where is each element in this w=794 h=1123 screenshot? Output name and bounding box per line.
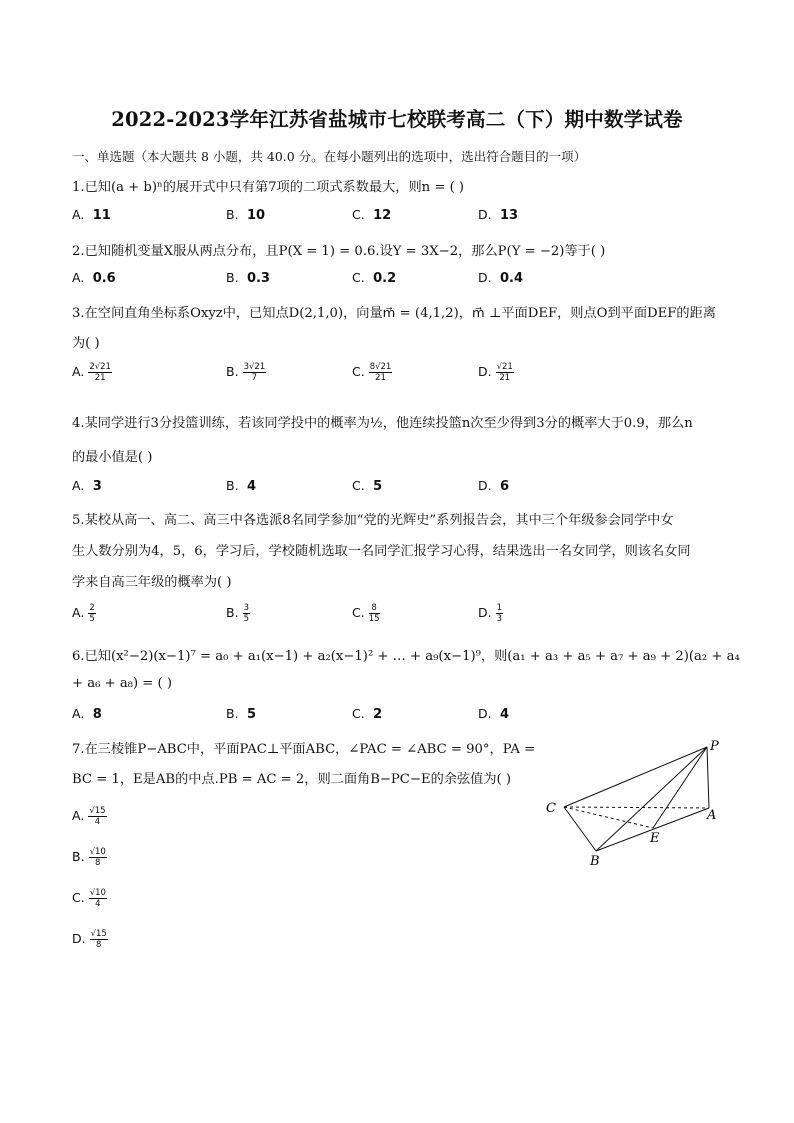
exam-title: 2022-2023学年江苏省盐城市七校联考高二（下）期中数学试卷 — [111, 108, 683, 131]
q1-option-d[interactable] — [478, 207, 518, 223]
option-fraction — [369, 362, 393, 383]
q6-line-1: 6.已知(x²−2)(x−1)⁷ = a₀ + a₁(x−1) + a₂(x−1)² + … + a₉(x−1)⁹，则(a₁ + a₃ + a₅ + a₇ + a₉ + 2)(a₂ + a₄ — [72, 649, 740, 664]
numerator: 3√21 — [243, 362, 266, 372]
option-fraction — [243, 362, 267, 383]
option-label: C. — [352, 605, 365, 620]
option-label: D. — [478, 364, 492, 379]
option-label: C. — [352, 706, 365, 721]
numerator: 8√21 — [369, 362, 392, 372]
q5-option-d[interactable] — [478, 603, 503, 624]
q7-option-a[interactable] — [72, 806, 107, 827]
numerator: √10 — [89, 847, 106, 857]
option-value: 5 — [246, 707, 256, 722]
q3-line-2: 为( ) — [72, 336, 100, 351]
q4-option-b[interactable] — [226, 478, 256, 494]
q1-option-b[interactable] — [226, 207, 265, 223]
q5-line-2: 生人数分别为4，5，6，学习后，学校随机选取一名同学汇报学习心得，结果选出一名女同学，则该名女同 — [72, 544, 691, 559]
option-label: B. — [226, 364, 239, 379]
q4-option-c[interactable] — [352, 478, 382, 494]
numerator: √15 — [90, 929, 107, 939]
label-c: C — [546, 801, 556, 816]
q7-line-1: 7.在三棱锥P−ABC中，平面PAC⊥平面ABC，∠PAC = ∠ABC = 90°，PA = — [72, 742, 536, 757]
option-value: 3 — [92, 479, 102, 494]
pyramid-diagram — [540, 738, 730, 868]
q2-option-d[interactable] — [478, 270, 523, 286]
label-p: P — [710, 739, 719, 754]
edge-pa — [707, 747, 709, 808]
q4-option-d[interactable] — [478, 478, 509, 494]
numerator: 3 — [243, 603, 249, 613]
option-label: C. — [352, 270, 365, 285]
numerator: √15 — [89, 806, 106, 816]
option-value: 8 — [92, 707, 102, 722]
q6-option-d[interactable] — [478, 706, 509, 722]
section-heading: 一、单选题（本大题共 8 小题，共 40.0 分。在每小题列出的选项中，选出符合题目的一项） — [72, 149, 587, 164]
option-label: A. — [72, 270, 85, 285]
option-fraction — [496, 603, 503, 624]
label-b: B — [590, 854, 600, 868]
option-fraction — [243, 603, 250, 624]
option-label: A. — [72, 605, 85, 620]
option-value: 11 — [92, 208, 111, 223]
edge-cb — [564, 807, 596, 851]
option-label: B. — [226, 270, 239, 285]
denominator: 8 — [96, 940, 102, 950]
q5-line-3: 学来自高三年级的概率为( ) — [72, 575, 232, 590]
denominator: 8 — [94, 858, 101, 868]
option-value: 0.2 — [373, 271, 397, 286]
numerator: 2 — [89, 603, 95, 613]
denominator: 3 — [496, 614, 503, 624]
option-value: 12 — [373, 208, 392, 223]
q2-option-a[interactable] — [72, 270, 116, 286]
denominator: 21 — [94, 373, 106, 383]
option-fraction — [496, 362, 514, 383]
q7-option-b[interactable] — [72, 847, 107, 868]
q1-line-1: 1.已知(a + b)ⁿ的展开式中只有第7项的二项式系数最大，则n = ( ) — [72, 180, 465, 195]
q5-line-1: 5.某校从高一、高二、高三中各选派8名同学参加“党的光辉史”系列报告会，其中三个年级参会同学中女 — [72, 513, 674, 528]
q6-line-2: + a₆ + a₈) = ( ) — [72, 676, 173, 691]
option-label: B. — [226, 605, 239, 620]
option-value: 13 — [500, 208, 519, 223]
denominator: 4 — [95, 899, 101, 909]
option-label: B. — [226, 478, 239, 493]
q5-option-b[interactable] — [226, 603, 250, 624]
q1-option-a[interactable] — [72, 207, 111, 223]
denominator: 15 — [368, 614, 380, 624]
option-label: C. — [72, 890, 85, 905]
edge-ca-hidden — [564, 807, 709, 808]
q5-option-a[interactable] — [72, 603, 96, 624]
option-value: 0.4 — [500, 271, 524, 286]
option-label: A. — [72, 364, 85, 379]
option-fraction — [369, 603, 380, 624]
option-label: B. — [72, 849, 85, 864]
option-label: D. — [478, 270, 492, 285]
denominator: 21 — [499, 373, 511, 383]
q4-line-2: 的最小值是( ) — [72, 450, 153, 465]
option-label: D. — [478, 207, 492, 222]
q6-option-c[interactable] — [352, 706, 382, 722]
numerator: 1 — [496, 603, 503, 613]
q2-option-b[interactable] — [226, 270, 270, 286]
q2-line-1: 2.已知随机变量X服从两点分布，且P(X = 1) = 0.6.设Y = 3X−2，那么P(Y = −2)等于( ) — [72, 244, 606, 259]
edge-pc — [564, 747, 707, 807]
option-value: 0.6 — [92, 271, 116, 286]
option-value: 10 — [246, 208, 266, 223]
option-label: D. — [478, 605, 492, 620]
edge-pe — [653, 747, 707, 828]
denominator: 4 — [94, 817, 101, 827]
q3-option-a[interactable] — [72, 362, 112, 383]
option-value: 2 — [373, 707, 383, 722]
option-label: D. — [72, 931, 86, 946]
option-fraction — [88, 806, 106, 827]
option-fraction — [88, 603, 95, 624]
denominator: 7 — [251, 373, 258, 383]
q3-option-d[interactable] — [478, 362, 514, 383]
option-value: 4 — [500, 707, 510, 722]
numerator: 8 — [369, 603, 380, 614]
q6-option-a[interactable] — [72, 706, 102, 722]
q3-option-b[interactable] — [226, 362, 266, 383]
q7-line-2: BC = 1，E是AB的中点.PB = AC = 2，则二面角B−PC−E的余弦值为( ) — [72, 772, 511, 787]
q1-option-c[interactable] — [352, 207, 391, 223]
option-value: 5 — [373, 479, 383, 494]
option-label: A. — [72, 706, 85, 721]
option-label: A. — [72, 478, 85, 493]
q7-option-d[interactable] — [72, 929, 108, 950]
option-fraction — [89, 888, 107, 909]
denominator: 21 — [375, 373, 386, 383]
option-label: A. — [72, 207, 85, 222]
option-label: D. — [478, 478, 492, 493]
option-fraction — [89, 847, 107, 868]
option-value: 4 — [246, 479, 256, 494]
label-e: E — [650, 831, 660, 846]
option-label: B. — [226, 706, 239, 721]
q4-line-1: 4.某同学进行3分投篮训练，若该同学投中的概率为½，他连续投篮n次至少得到3分的概率大于0.9，那么n — [72, 416, 693, 431]
option-fraction — [88, 362, 112, 383]
q6-option-b[interactable] — [226, 706, 256, 722]
option-label: B. — [226, 207, 239, 222]
option-fraction — [90, 929, 108, 950]
option-label: C. — [352, 478, 365, 493]
option-label: A. — [72, 808, 85, 823]
option-label: D. — [478, 706, 492, 721]
numerator: √21 — [496, 362, 513, 372]
q2-option-c[interactable] — [352, 270, 396, 286]
q7-option-c[interactable] — [72, 888, 107, 909]
q4-option-a[interactable] — [72, 478, 102, 494]
q5-option-c[interactable] — [352, 603, 380, 624]
numerator: √10 — [89, 888, 106, 898]
option-label: C. — [352, 364, 365, 379]
q3-line-1: 3.在空间直角坐标系Oxyz中，已知点D(2,1,0)，向量m⃗ = (4,1,2)，m⃗ ⊥平面DEF，则点O到平面DEF的距离 — [72, 306, 716, 321]
q3-option-c[interactable] — [352, 362, 392, 383]
option-value: 0.3 — [246, 271, 270, 286]
numerator: 2√21 — [89, 362, 111, 372]
label-a: A — [707, 808, 717, 823]
pyramid-figure — [540, 738, 730, 868]
option-value: 6 — [500, 479, 510, 494]
denominator: 5 — [243, 614, 249, 624]
option-label: C. — [352, 207, 365, 222]
denominator: 5 — [89, 614, 95, 624]
